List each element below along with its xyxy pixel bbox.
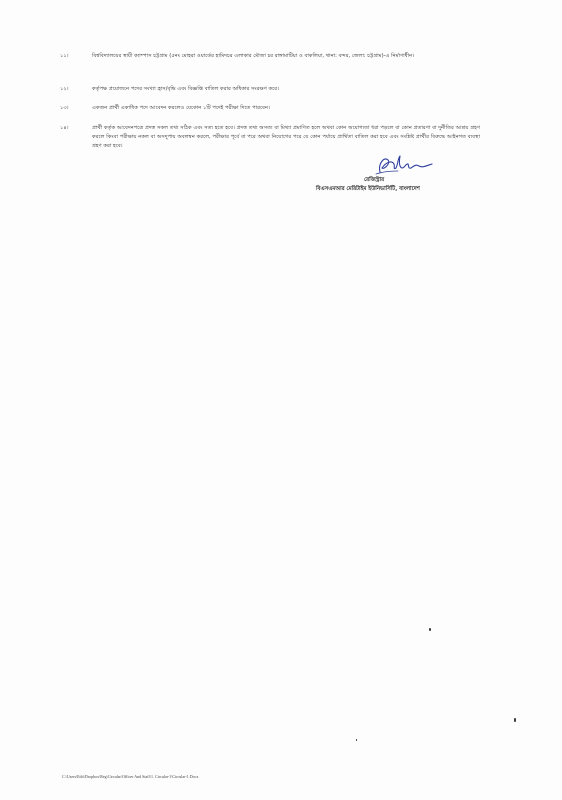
clause-number: ১৩। <box>60 105 69 111</box>
scan-speck <box>429 628 431 631</box>
footer-file-path: C:\Users\Edit\Dropbox\Reg\Circular\Officer And Staff\1. Circular-1\Circular-1.Docx <box>62 774 199 779</box>
clause-13 <box>60 104 480 113</box>
clause-text: কর্তৃপক্ষ প্রয়োজনে পদের সংখ্যা হ্রাস/বৃদ্ধি এবং বিজ্ঞপ্তি বাতিল করার অধিকার সংরক্ষণ করে। <box>92 86 279 92</box>
scan-speck <box>356 739 357 741</box>
scan-speck <box>514 718 516 722</box>
signatory-title: রেজিস্ট্রার <box>364 177 385 183</box>
signatory-organization: বিএসএমআর মেরিটাইম ইউনিভার্সিটি, বাংলাদেশ <box>316 186 420 192</box>
clause-number: ১৪। <box>60 125 69 131</box>
clause-text: বিশ্ববিদ্যালয়ের স্থায়ী ক্যাম্পাস চট্টগ্রাম (৫নং মোহরা ওয়ার্ডের হামিদচর এলাকার মৌজা চর রাঙ্গামাটিয়া ও বাকলিয়া, থানা: বন্দর, জেলা: চট্টগ্রাম)-এ নির্মাণাধীন। <box>92 53 415 59</box>
signatory-block <box>318 176 478 194</box>
clause-12 <box>60 85 480 94</box>
clause-11 <box>60 52 480 61</box>
clause-number: ১১। <box>60 53 69 59</box>
clause-14 <box>60 124 480 152</box>
clause-text: প্রার্থী কর্তৃক আবেদনপত্রে প্রদত্ত সকল তথ্য সঠিক এবং সত্য হতে হবে। প্রদত্ত তথ্য অসত্য বা মিথ্যা প্রমাণিত হলে অথবা কোন অযোগ্যতা ধরা পড়লে বা কোন প্রতারণা বা দুর্নীতির আশ্রয় গ্রহণ করলে কিংবা পরীক্ষায় নকল বা অসদুপায় অবলম্বন করলে, পরীক্ষার পূর্বে বা পরে অথবা নিয়োগের পরে যে কোন পর্যায়ে প্রার্থিতা বাতিল করা হবে এবং সংশ্লিষ্ট প্রার্থীর বিরুদ্ধে আইনগত ব্যবস্থা গ্রহণ করা হবে। <box>92 125 480 150</box>
registrar-signature <box>372 152 442 178</box>
clause-text: একজন প্রার্থী একাধিক পদে আবেদন করলেও যেকোন ১টি পদেই পরীক্ষা দিতে পারবেন। <box>92 105 270 111</box>
clause-number: ১২। <box>60 86 69 92</box>
